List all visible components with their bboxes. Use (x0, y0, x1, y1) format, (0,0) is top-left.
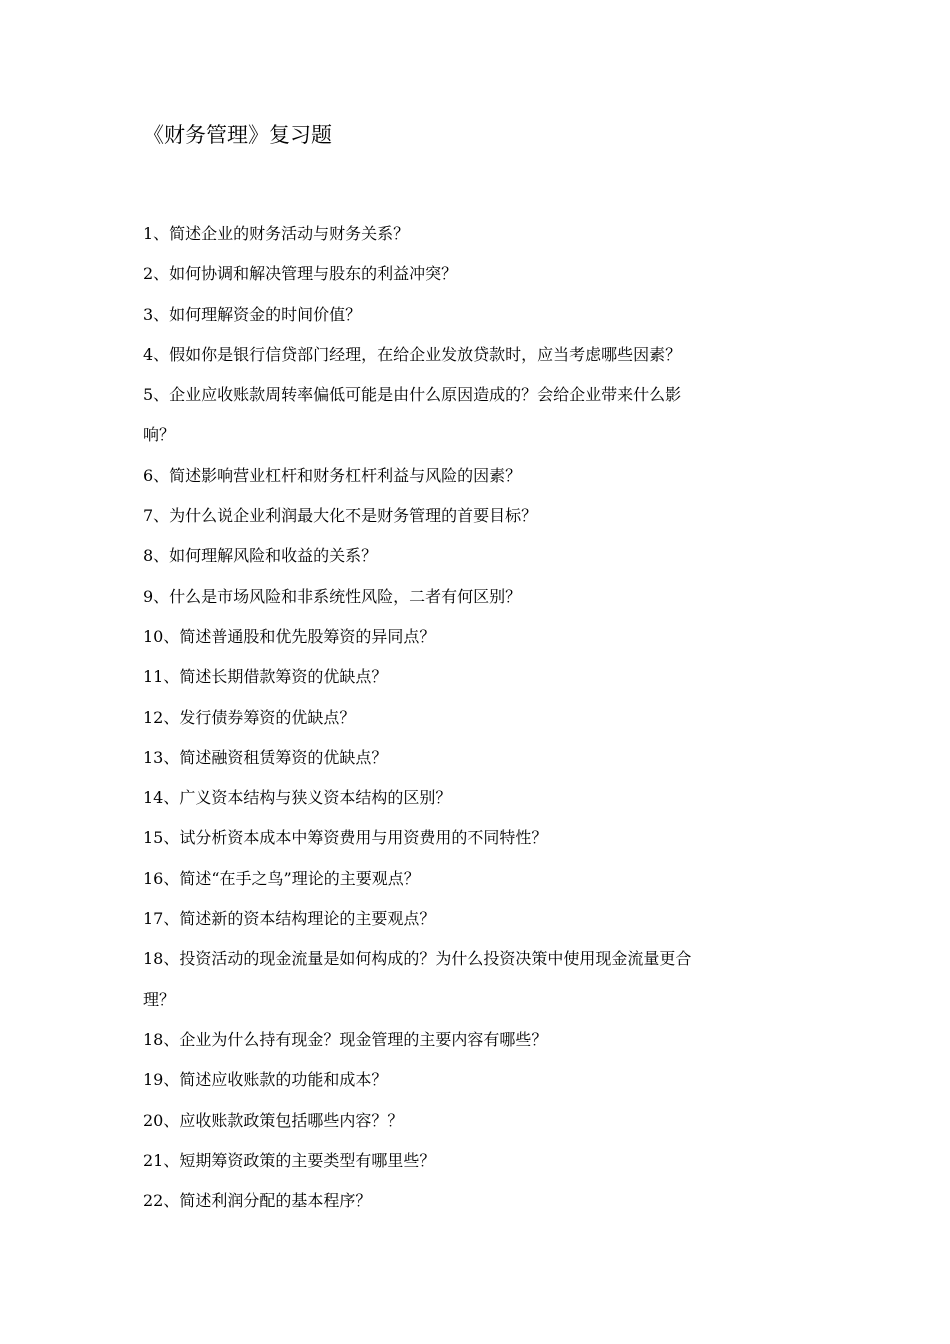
question-line-20: 20、应收账款政策包括哪些内容？？ (143, 1110, 404, 1130)
question-list (143, 214, 768, 1221)
question-line-17: 17、简述新的资本结构理论的主要观点？ (143, 909, 436, 929)
question-line-16: 16、简述“在手之鸟”理论的主要观点？ (143, 868, 420, 888)
question-line-18: 18、投资活动的现金流量是如何构成的？为什么投资决策中使用现金流量更合 (143, 949, 692, 969)
question-line-22: 22、简述利润分配的基本程序？ (143, 1191, 372, 1211)
question-line-12: 12、发行债券筹资的优缺点？ (143, 707, 356, 727)
question-line-7: 7、为什么说企业利润最大化不是财务管理的首要目标？ (143, 506, 538, 526)
document-title: 《财务管理》复习题 (143, 123, 332, 147)
question-line-13: 13、简述融资租赁筹资的优缺点？ (143, 747, 388, 767)
question-line-21: 21、短期筹资政策的主要类型有哪里些？ (143, 1150, 436, 1170)
question-line-5: 5、企业应收账款周转率偏低可能是由什么原因造成的？会给企业带来什么影 (143, 385, 682, 405)
question-line-8: 8、如何理解风险和收益的关系？ (143, 546, 378, 566)
question-line-4: 4、假如你是银行信贷部门经理，在给企业发放贷款时，应当考虑哪些因素？ (143, 344, 682, 364)
question-line-11: 11、简述长期借款筹资的优缺点？ (143, 667, 388, 687)
question-line-5-continued: 响？ (143, 425, 176, 445)
question-line-14: 14、广义资本结构与狭义资本结构的区别？ (143, 788, 452, 808)
question-line-18b: 18、企业为什么持有现金？现金管理的主要内容有哪些？ (143, 1029, 548, 1049)
question-line-19: 19、简述应收账款的功能和成本？ (143, 1070, 388, 1090)
question-line-1: 1、简述企业的财务活动与财务关系？ (143, 224, 410, 243)
question-line-10: 10、简述普通股和优先股筹资的异同点？ (143, 626, 436, 646)
question-line-9: 9、什么是市场风险和非系统性风险，二者有何区别？ (143, 586, 522, 606)
question-line-15: 15、试分析资本成本中筹资费用与用资费用的不同特性？ (143, 828, 548, 848)
question-line-2: 2、如何协调和解决管理与股东的利益冲突？ (143, 264, 458, 284)
question-line-18-continued: 理？ (143, 989, 176, 1009)
question-line-6: 6、简述影响营业杠杆和财务杠杆利益与风险的因素？ (143, 465, 522, 485)
question-line-3: 3、如何理解资金的时间价值？ (143, 304, 362, 324)
